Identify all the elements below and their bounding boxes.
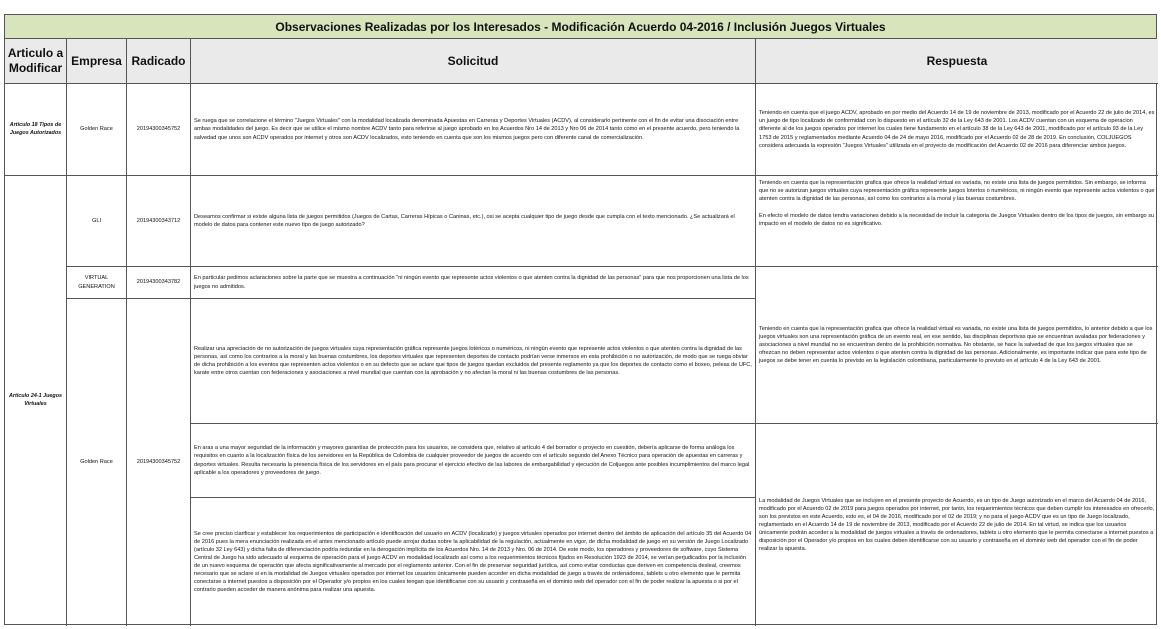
row1-empresa: Golden Race — [67, 84, 127, 176]
header-solicitud: Solicitud — [191, 39, 756, 84]
header-empresa: Empresa — [67, 39, 127, 84]
header-articulo: Articulo a Modificar — [5, 39, 67, 84]
row4-solicitud-c: Se cree preciso clarificar y establecer los requerimientos de participación e identificación del usuario en ACDV (localizado) y juegos virtuales operados por internet dentro del ámbito de aplicación del artículo 35 del Acuerdo 04 de 2016 pues la mera enunciación realizada en el antes mencionado artículo puede arrojar dudas sobre la aplicabilidad de la regulación, actualmente en vigor, de dicha modalidad de juego en su versión de Juego Localizado (artículo 32 Ley 643) y dicha falta de diferenciación podría redundar en la derogación implícita de los Acuerdos Nro. 14 de 2013 y Nro. 06 de 2014. De este modo, los operadores y proveedores de software, cuyo Sistema Central de Juego ha sido adecuado al esquema de operación para el juego ACDV en modalidad localizado así como a los requerimientos técnicos fijados en Resolución 1923 de 2014, se verían perjudicados por la inclusión de un nuevo esquema de operación que afecta significativamente al mercado por el reglamento anterior. Con el fin de preservar seguridad jurídica, así como evitar conductas que deriven en competencia desleal, creemos necesario que se aclare si en la modalidad de Juegos virtuales operados por internet los usuarios únicamente pueden acceder en dicha modalidad de juego a través de ordenadores, tablets u otro elemento que le permita conectarse a internet puestos a disposición por el Operador y/o propios en los cuales tengan que identificarse con su usuario y contraseña en el dominio web del operador con el fin de poder realizar la apuesta o si por el contrario pueden acceder de manera anónima para realizar una apuesta. — [191, 498, 756, 626]
row2-empresa: GLI — [67, 176, 127, 267]
row4-solicitud-b: En aras a una mayor seguridad de la información y mayores garantías de protección para los usuarios, se considera que, relativo al artículo 4 del borrador o proyecto en cuestión, debería aplicarse de forma análoga los requisitos en cuanto a la localización física de los servidores en la República de Colombia de cualquier proveedor de juegos de acuerdo con el artículo segundo del Anexo Técnico para operación de apuestas en carreras y deportes virtuales. Resulta necesaria la presencia física de los servidores en el país para procurar el ejercicio efectivo de las labores de embargabilidad y ejecución de Coljuegos ante posibles incumplimientos del marco legal aplicable a los operadores y proveedores de juego. — [191, 424, 756, 498]
row2-articulo: Artículo 24-1 Juegos Virtuales — [5, 176, 67, 626]
row3-radicado: 20194300343782 — [127, 267, 191, 299]
row3-solicitud: En particular pedimos aclaraciones sobre la parte que se muestra a continuación "ni ningún evento que represente actos violentos o que atenten contra la dignidad de las personas" para que nos proporcionen una lista de los juegos no admitidos. — [191, 267, 756, 299]
row4-solicitud-a: Realizar una apreciación de no autorización de juegos virtuales cuya representación gráfica represente juegos lotéricos o numéricos, ni ningún evento que represente actos violentos o que atenten contra la dignidad de las personas, así como los contrarios a la moral y las buenas costumbres, los deportes virtuales que representen deportes de contacto podrían verse inmersos en esta prohibición o no autorización, de modo que se ruega obviar de dicha prohibición a los eventos que representen actos violentos o en su defecto que se aclare que tipos de juegos quedan excluidos del presente reglamento ya que los deportes de contacto como el boxeo, peleas de UFC, karate entre otros cuentan con federaciones y asociaciones a nivel mundial que cuentan con la aprobación y no afectan la moral ni las buenas costumbres de las personas. — [191, 299, 756, 424]
row1-solicitud: Se ruega que se correlacione el término "Juegos Virtuales" con la modalidad localizada denominada Apuestas en Carreras y Deportes Virtuales (ACDV), al considerarlo pertinente con el fin de evitar una disociación entre ambas modalidades del juego. Es decir que se utilice el mismo nombre ACDV tanto para referirse al juego aprobado en los Acuerdos Nro 14 de 2013 y Nro 06 de 2014 tanto como en el presente acuerdo, pero teniendo la salvedad que unos son ACDV operados por internet y otros son ACDV localizados, esto teniendo en cuenta que son los mismos juegos pero con diferente canal de comercialización. — [191, 84, 756, 176]
header-radicado: Radicado — [127, 39, 191, 84]
row4-radicado: 20194300345752 — [127, 299, 191, 626]
row1-radicado: 20194300345752 — [127, 84, 191, 176]
row3-empresa: VIRTUAL GENERATION — [67, 267, 127, 299]
row1-articulo: Articulo 18 Tipos de Juegos Autorizados — [5, 84, 67, 176]
header-respuesta: Respuesta — [756, 39, 1158, 84]
table-title: Observaciones Realizadas por los Interesados - Modificación Acuerdo 04-2016 / Inclusión Juegos Virtuales — [5, 15, 1156, 39]
row2-radicado: 20194300343712 — [127, 176, 191, 267]
row1-respuesta: Teniendo en cuenta que el juego ACDV, aprobado en por medio del Acuerdo 14 de 19 de noviembre de 2013, modificado por el Acuerdo 22 de julio de 2014, es un juego de tipo localizado de conformidad con lo dispuesto en el artículo 32 de la Ley 643 de 2001. Los ACDV cuentan con un esquema de operacion diferente al de los juegos operados por internet los cuales tiene fundamento en el artículo 38 de la Ley 643 de 2001, modificado por el artículo 93 de la Ley 1753 de 2015 y reglamentados mediante Acuerdo 04 de 24 de mayo 2016, modificado por el Acuerdo 02 de 28 de 2019. En conclusión, COLJUEGOS considera adecuada la expresión "Juegos Virtuales" utilizada en el proyecto de modificación del Acuerdo 02 de 2016 para diferenciar ambos juegos. — [756, 84, 1158, 176]
row2-solicitud: Deseamos confirmar si existe alguna lista de juegos permitidos (Juegos de Cartas, Carreras Hípicas o Caninas, etc.), osi se acepta cualquier tipo de juego desde que cumpla con el texto mencionado. ¿Se actualizará el modelo de datos para contener este nuevo tipo de juego autorizado? — [191, 176, 756, 267]
row4-respuesta: La modalidad de Juegos Virtuales que se incluyen en el presente proyecto de Acuerdo, es un tipo de Juego autorizado en el marco del Acuerdo 04 de 2016, modificado por el Acuerdo 02 de 2019 para juegos operados por internet, por tanto, los requerimientos técnicos que deben cumplir los interesados en ofrecerlo, son los previstos en este Acuerdo, esto es, el 04 de 2016, modificado por el 02 de 2019; y no para el juego ACDV que es un tipo de Juego localizado, reglamentado en el Acuerdo 14 de 19 de noviembre de 2013, modificado por el Acuerdo 22 de julio de 2014. En tal virtud, se indica que los usuarios únicamente podrán acceder a la modalidad de juegos virtuales a través de ordenadores, tablets u otro elemento que le permita conectarse a internet puestos a disposición por el Operador y/o propios en los cuales deben identificarse con su usuario y contraseña en el dominio web del operador con el fin de poder realizar la apuesta. — [759, 497, 1155, 553]
row3-respuesta: Teniendo en cuenta que la representación grafica que ofrece la realidad virtual es variada, no existe una lista de juegos permitidos, lo anterior debido a que los juegos virtuales son una representación gráfica de un evento real, en ese sentido, las disciplinas deportivas que se encuentran avaladas por federaciones y asociaciones a nivel mundial no se encuentran dentro de la prohibición normativa. No obstante, se hace la salvedad de que los juegos virtuales que se ofrezcan no deben representar actos violentos o que atenten contra la dignidad de las personas. Adicionalmente, es importante indicar que para este tipo de juegos se debe tener en cuenta lo previsto en la legislación colombiana, particularmente lo previsto en el artículo 4 de la Ley 643 de 2001. — [756, 267, 1158, 424]
row4-empresa: Golden Race — [67, 299, 127, 626]
row2-respuesta: Teniendo en cuenta que la representación grafica que ofrece la realidad virtual es variada, no existe una lista de juegos permitidos. Sin embargo, se informa que no se autorizan juegos virtuales cuya representación gráfica represente juegos loteríos o numéricos, ni ningún evento que represente actos violentos o que atenten contra la dignidad de las personas, así como los contrarios a la moral y las buenas costumbres. En efecto el modelo de datos tendra variaciones debido a la necesidad de incluir la categoria de Juegos Virtuales dentro de los tipos de juegos, sin embargo su impacto en el modelo de datos no es significativo. — [756, 176, 1158, 267]
observations-table — [4, 14, 1157, 625]
